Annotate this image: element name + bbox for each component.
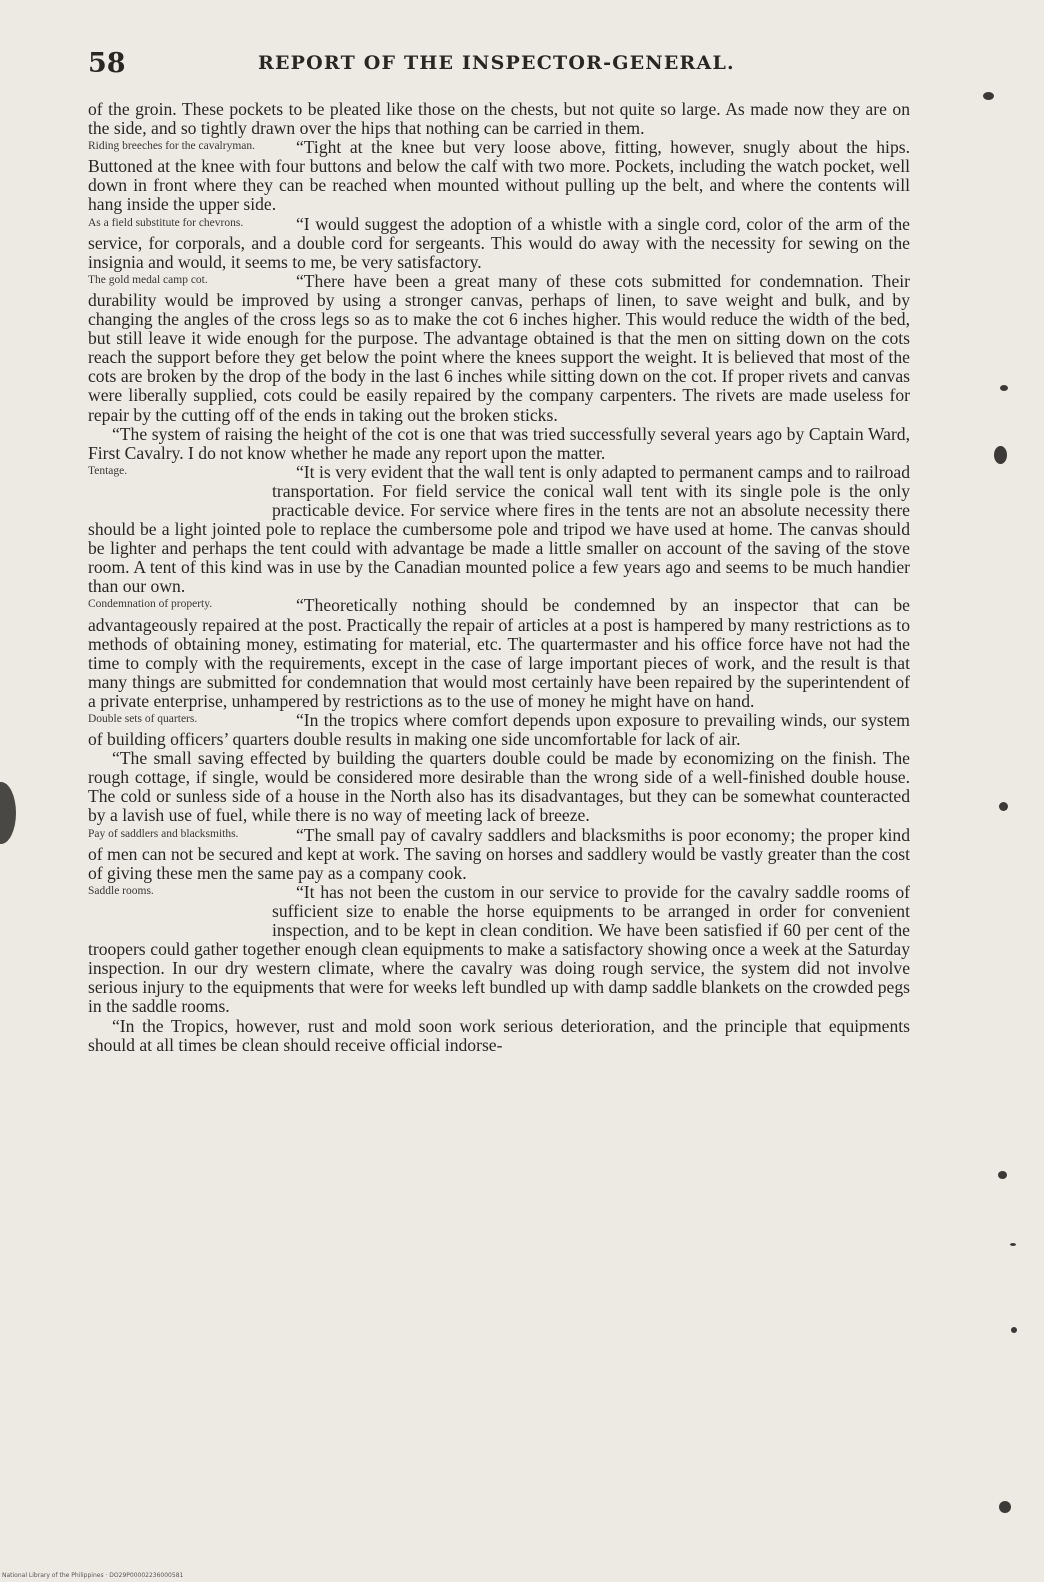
paragraph: “The small pay of cavalry saddlers and blacksmiths is poor economy; the proper kind of men can not be secured and kept at work. The saving on horses and saddlery would be vastly greater than the cost of giving these men the same pay as a company cook. xyxy=(88,824,910,883)
paragraph: “Tight at the knee but very loose above, fitting, however, snugly about the hips. Buttoned at the knee with four buttons and below the calf with two more. Pockets, including the watch pocket, well down in front where they can be reached when mounted without pulling up the belt, and where the contents will hang inside the upper side. xyxy=(88,137,910,215)
paper-speck xyxy=(998,1171,1007,1179)
paragraph: “The system of raising the height of the cot is one that was tried successfully several years ago by Captain Ward, First Cavalry. I do not know whether he made any report upon the matter. xyxy=(88,423,910,463)
paper-speck xyxy=(999,802,1008,811)
side-note: Double sets of quarters. xyxy=(88,713,198,725)
side-note: Pay of saddlers and blacksmiths. xyxy=(88,827,239,840)
paper-speck xyxy=(994,446,1007,464)
page-number: 58 xyxy=(88,48,126,79)
paragraph: “There have been a great many of these cots submitted for condemnation. Their durability would be improved by using a stronger canvas, perhaps of linen, to save weight and bulk, and by changing the angles of the cross legs so as to make the cot 6 inches higher. This would reduce the width of the bed, but still leave it wide enough for the purpose. The advantage obtained is that the men on sitting down on the cots reach the support before they get below the point where the knees support the weight. It is believed that most of the cots are broken by the drop of the body in the last 6 inches while sitting down on the cot. If proper rivets and canvas were liberally supplied, cots could be easily repaired by the company carpenters. The rivets are made useless for repair by the cutting off of the ends in taking out the broken sticks. xyxy=(88,270,910,425)
side-note: Condemnation of property. xyxy=(88,598,213,611)
binder-hole-shadow xyxy=(0,782,16,844)
side-note: As a field substitute for chevrons. xyxy=(88,216,244,229)
paper-speck xyxy=(983,92,994,100)
side-note: Riding breeches for the cavalryman. xyxy=(88,140,256,153)
paragraph: “It is very evident that the wall tent is only adapted to permanent camps and to railroad transportation. For field service the conical wall tent with its single pole is the only practicable device. For service where fires in the tents are not an absolute necessity there should be a light jointed pole to replace the cumbersome pole and tripod we have used at home. The canvas should be lighter and perhaps the tent could with advantage be made a little smaller on account of the saving of the stove room. A tent of this kind was in use by the Canadian mounted police a few years ago and seems to be much handier than our own. xyxy=(88,461,910,597)
paragraph: of the groin. These pockets to be pleated like those on the chests, but not quite so large. As made now they are on the side, and so tightly drawn over the hips that nothing can be carried in them. xyxy=(88,100,910,139)
paragraph: “In the Tropics, however, rust and mold soon work serious deterioration, and the principle that equipments should at all times be clean should receive official indorse- xyxy=(88,1015,910,1055)
side-note: Tentage. xyxy=(88,464,128,477)
paper-speck xyxy=(1011,1327,1017,1333)
paragraph: “I would suggest the adoption of a whistle with a single cord, color of the arm of the service, for corporals, and a double cord for sergeants. This would do away with the necessity for sewing on the insignia and would, it seems to me, be very satisfactory. xyxy=(88,213,910,272)
paragraph: “The small saving effected by building the quarters double could be made by economizing on the finish. The rough cottage, if single, would be considered more desirable than the wrong side of a well-finished double house. The cold or sunless side of a house in the North also has its disadvantages, but they can be somewhat counteracted by a lavish use of fuel, while there is no way of meeting lack of breeze. xyxy=(88,748,910,826)
paragraph: “In the tropics where comfort depends upon exposure to prevailing winds, our system of building officers’ quarters double results in making one side uncomfortable for lack of air. xyxy=(88,710,910,750)
paper-speck xyxy=(1000,385,1008,391)
side-note: Saddle rooms. xyxy=(88,884,154,897)
running-title: REPORT OF THE INSPECTOR-GENERAL. xyxy=(258,52,735,74)
scan-credit: National Library of the Philippines · DO29P00002236000581 xyxy=(2,1572,184,1579)
side-note: The gold medal camp cot. xyxy=(88,273,208,286)
paragraph: “It has not been the custom in our service to provide for the cavalry saddle rooms of sufficient size to enable the horse equipments to be arranged in order for convenient inspection, and to be kept in clean condition. We have been satisfied if 60 per cent of the troopers could gather together enough clean equipments to make a satisfactory showing once a week at the Saturday inspection. In our dry western climate, where the cavalry was doing rough service, the system did not involve serious injury to the equipments that were for weeks left bundled up with damp saddle blankets on the crowded pegs in the saddle rooms. xyxy=(88,881,910,1017)
paper-speck xyxy=(1010,1243,1016,1246)
paragraph: “Theoretically nothing should be condemned by an inspector that can be advantageously repaired at the post. Practically the repair of articles at a post is hampered by many restrictions as to methods of obtaining money, estimating for material, etc. The quartermaster and his office force have not had the time to comply with the requirements, except in the case of large important pieces of work, and the result is that many things are submitted for condemnation that would most certainly have been repaired by the superintendent of a private enterprise, unhampered by restrictions as to the use of money he might have on hand. xyxy=(88,595,910,711)
paper-speck xyxy=(999,1501,1011,1513)
body-text xyxy=(88,100,910,1555)
